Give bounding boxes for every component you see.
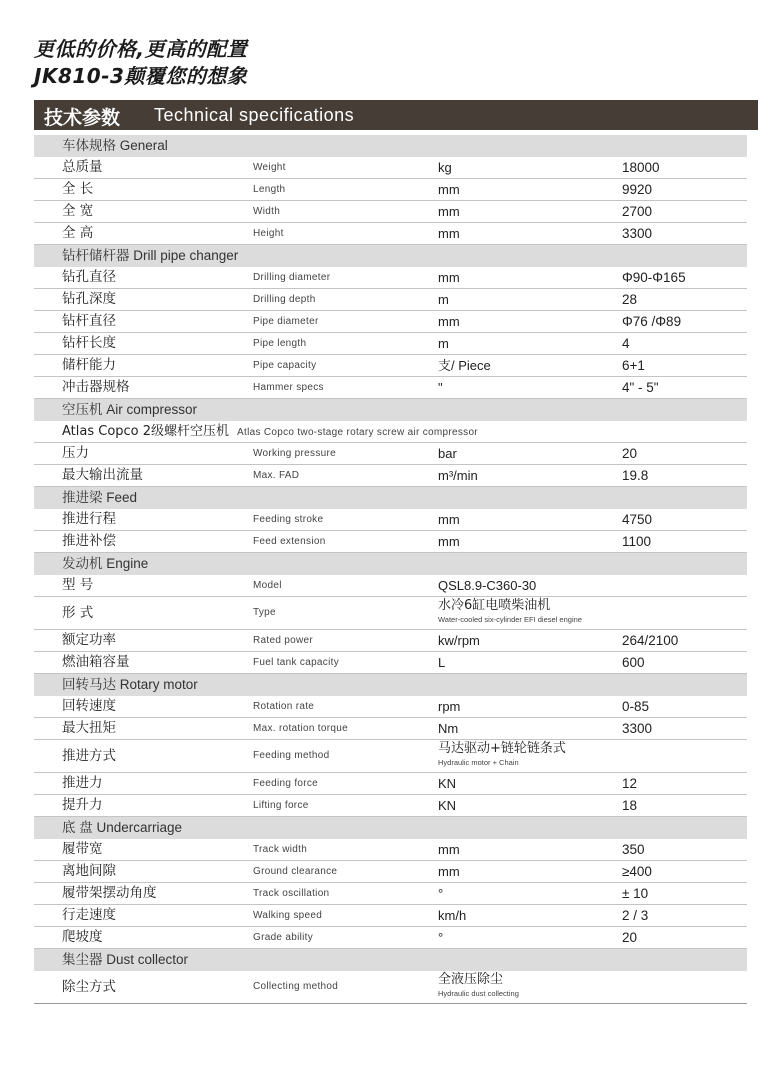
spec-row <box>34 740 747 773</box>
spec-label-cn: 储杆能力 <box>62 357 116 373</box>
spec-label-en: Weight <box>253 162 286 173</box>
spec-label-en: Length <box>253 184 286 195</box>
spec-row <box>34 443 747 465</box>
section-header: 钻杆储杆器 Drill pipe changer <box>34 245 747 267</box>
spec-row <box>34 421 747 443</box>
spec-label-en: Pipe diameter <box>253 316 319 327</box>
spec-row <box>34 597 747 630</box>
spec-label-en: Feed extension <box>253 536 326 547</box>
spec-label-cn: 爬坡度 <box>62 929 103 945</box>
headline <box>34 36 247 90</box>
banner-title-en: Technical specifications <box>154 105 355 125</box>
spec-value: 6+1 <box>622 358 645 373</box>
spec-row <box>34 377 747 399</box>
spec-value: 4750 <box>622 512 653 527</box>
spec-label-en: Width <box>253 206 281 217</box>
spec-row <box>34 531 747 553</box>
spec-row <box>34 267 747 289</box>
spec-row <box>34 718 747 740</box>
spec-label-en: Hammer specs <box>253 382 324 393</box>
spec-unit-sub: Water-cooled six-cylinder EFI diesel engine <box>438 615 582 624</box>
spec-unit: ° <box>438 930 444 945</box>
spec-label-cn: 总质量 <box>62 159 103 175</box>
spec-value: 18 <box>622 798 638 813</box>
headline-line-1: 更低的价格,更高的配置 <box>34 37 248 61</box>
spec-unit: mm <box>438 842 460 857</box>
spec-value: 600 <box>622 655 645 670</box>
spec-value: 3300 <box>622 226 653 241</box>
spec-row <box>34 311 747 333</box>
spec-label-cn: 燃油箱容量 <box>62 654 130 670</box>
spec-label-cn: 履带架摆动角度 <box>62 885 157 901</box>
spec-banner <box>34 100 758 130</box>
spec-full-en: Atlas Copco two-stage rotary screw air compressor <box>237 427 478 438</box>
spec-label-en: Pipe capacity <box>253 360 317 371</box>
spec-label-en: Grade ability <box>253 932 314 943</box>
spec-label-cn: 冲击器规格 <box>62 379 130 395</box>
spec-value: 4 <box>622 336 630 351</box>
spec-label-en: Feeding stroke <box>253 514 324 525</box>
spec-label-en: Track oscillation <box>253 888 330 899</box>
banner-title-cn: 技术参数 <box>44 107 121 129</box>
spec-unit: Nm <box>438 721 459 736</box>
spec-label-en: Type <box>253 607 276 618</box>
spec-row <box>34 223 747 245</box>
spec-value: 1100 <box>622 534 652 549</box>
spec-value: 28 <box>622 292 638 307</box>
spec-value: 2700 <box>622 204 653 219</box>
spec-unit: rpm <box>438 699 461 714</box>
spec-label-en: Lifting force <box>253 800 309 811</box>
spec-label-cn: 回转速度 <box>62 698 116 714</box>
spec-value: 19.8 <box>622 468 649 483</box>
spec-row <box>34 773 747 795</box>
spec-row <box>34 630 747 652</box>
spec-value: 20 <box>622 930 638 945</box>
spec-label-cn: 形 式 <box>62 605 94 621</box>
spec-unit: KN <box>438 776 457 791</box>
spec-unit: m³/min <box>438 468 478 483</box>
spec-label-en: Fuel tank capacity <box>253 657 339 668</box>
spec-label-cn: 推进力 <box>62 775 103 791</box>
spec-label-cn: 压力 <box>62 445 89 461</box>
spec-unit: L <box>438 655 446 670</box>
spec-row <box>34 696 747 718</box>
spec-label-cn: 最大输出流量 <box>62 467 143 483</box>
spec-row <box>34 465 747 487</box>
spec-full-cn: Atlas Copco 2级螺杆空压机 <box>62 424 230 439</box>
spec-unit: kg <box>438 160 452 175</box>
spec-value: 2 / 3 <box>622 908 649 923</box>
spec-label-cn: 钻孔直径 <box>62 269 116 285</box>
spec-label-en: Drilling depth <box>253 294 316 305</box>
spec-label-en: Feeding method <box>253 750 330 761</box>
spec-unit: mm <box>438 534 460 549</box>
spec-label-cn: 除尘方式 <box>62 979 116 995</box>
section-header: 空压机 Air compressor <box>34 399 747 421</box>
spec-label-en: Model <box>253 580 282 591</box>
spec-unit-main: 水冷6缸电喷柴油机 <box>438 598 551 613</box>
section-header: 回转马达 Rotary motor <box>34 674 747 696</box>
spec-label-cn: 推进方式 <box>62 748 116 764</box>
spec-label-en: Rated power <box>253 635 313 646</box>
spec-label-cn: 推进补偿 <box>62 533 116 549</box>
spec-value: 0-85 <box>622 699 650 714</box>
spec-label-cn: 行走速度 <box>62 907 116 923</box>
spec-row <box>34 179 747 201</box>
spec-label-cn: 额定功率 <box>62 632 116 648</box>
section-header: 车体规格 General <box>34 135 747 157</box>
spec-label-en: Rotation rate <box>253 701 315 712</box>
spec-unit: " <box>438 380 443 395</box>
spec-row <box>34 861 747 883</box>
spec-unit-main: 全液压除尘 <box>438 972 504 987</box>
spec-value: 3300 <box>622 721 653 736</box>
spec-value: Φ76 /Φ89 <box>622 314 682 329</box>
spec-unit: m <box>438 336 449 351</box>
spec-unit: mm <box>438 204 460 219</box>
spec-row <box>34 333 747 355</box>
spec-row <box>34 927 747 949</box>
spec-unit: mm <box>438 512 460 527</box>
spec-label-cn: 推进行程 <box>62 511 116 527</box>
section-header: 发动机 Engine <box>34 553 747 575</box>
spec-row <box>34 795 747 817</box>
spec-unit: ° <box>438 886 444 901</box>
spec-label-en: Pipe length <box>253 338 307 349</box>
spec-value: Φ90-Φ165 <box>622 270 686 285</box>
spec-unit: QSL8.9-C360-30 <box>438 578 537 593</box>
spec-value: 264/2100 <box>622 633 679 648</box>
spec-unit: bar <box>438 446 457 461</box>
spec-unit-stack <box>438 973 519 1001</box>
spec-unit-stack <box>438 599 582 627</box>
spec-value: 9920 <box>622 182 653 197</box>
section-header: 推进梁 Feed <box>34 487 747 509</box>
spec-label-en: Max. rotation torque <box>253 723 348 734</box>
spec-unit: 支/ Piece <box>438 358 491 373</box>
spec-unit: KN <box>438 798 457 813</box>
spec-unit: km/h <box>438 908 467 923</box>
spec-label-en: Walking speed <box>253 910 323 921</box>
spec-row <box>34 509 747 531</box>
spec-table <box>34 135 747 1004</box>
spec-label-en: Drilling diameter <box>253 272 331 283</box>
spec-label-cn: 全 高 <box>62 225 94 241</box>
spec-row <box>34 971 747 1004</box>
spec-label-cn: 履带宽 <box>62 841 103 857</box>
spec-unit-sub: Hydraulic motor + Chain <box>438 758 519 767</box>
spec-value: ± 10 <box>622 886 649 901</box>
spec-label-cn: 钻孔深度 <box>62 291 116 307</box>
spec-row <box>34 201 747 223</box>
spec-value: 4" - 5" <box>622 380 659 395</box>
spec-row <box>34 157 747 179</box>
spec-row <box>34 289 747 311</box>
spec-label-cn: 全 长 <box>62 181 94 197</box>
spec-label-en: Height <box>253 228 284 239</box>
spec-label-cn: 全 宽 <box>62 203 94 219</box>
spec-unit: mm <box>438 182 460 197</box>
headline-line-2: JK810-3颠覆您的想象 <box>34 64 248 88</box>
spec-full-label <box>62 421 478 443</box>
spec-label-en: Collecting method <box>253 981 339 992</box>
spec-value: 20 <box>622 446 638 461</box>
spec-row <box>34 883 747 905</box>
spec-row <box>34 652 747 674</box>
spec-unit-stack <box>438 742 566 770</box>
spec-label-cn: 提升力 <box>62 797 103 813</box>
spec-value: 12 <box>622 776 638 791</box>
spec-label-cn: 钻杆直径 <box>62 313 116 329</box>
spec-unit: mm <box>438 270 460 285</box>
section-header: 集尘器 Dust collector <box>34 949 747 971</box>
spec-label-en: Track width <box>253 844 308 855</box>
spec-label-en: Working pressure <box>253 448 336 459</box>
section-header: 底 盘 Undercarriage <box>34 817 747 839</box>
spec-label-cn: 型 号 <box>62 577 94 593</box>
spec-row <box>34 839 747 861</box>
spec-label-cn: 钻杆长度 <box>62 335 116 351</box>
spec-label-en: Max. FAD <box>253 470 300 481</box>
spec-value: ≥400 <box>622 864 652 879</box>
spec-unit: kw/rpm <box>438 633 480 648</box>
spec-row <box>34 355 747 377</box>
spec-unit: mm <box>438 226 460 241</box>
spec-unit-sub: Hydraulic dust collecting <box>438 989 519 998</box>
spec-row <box>34 575 747 597</box>
spec-value: 18000 <box>622 160 660 175</box>
spec-label-en: Ground clearance <box>253 866 338 877</box>
spec-unit: mm <box>438 314 460 329</box>
spec-label-cn: 最大扭矩 <box>62 720 116 736</box>
spec-unit: mm <box>438 864 460 879</box>
spec-unit: m <box>438 292 449 307</box>
spec-unit-main: 马达驱动+链轮链条式 <box>438 741 566 756</box>
spec-label-cn: 离地间隙 <box>62 863 116 879</box>
spec-value: 350 <box>622 842 645 857</box>
spec-label-en: Feeding force <box>253 778 319 789</box>
spec-row <box>34 905 747 927</box>
